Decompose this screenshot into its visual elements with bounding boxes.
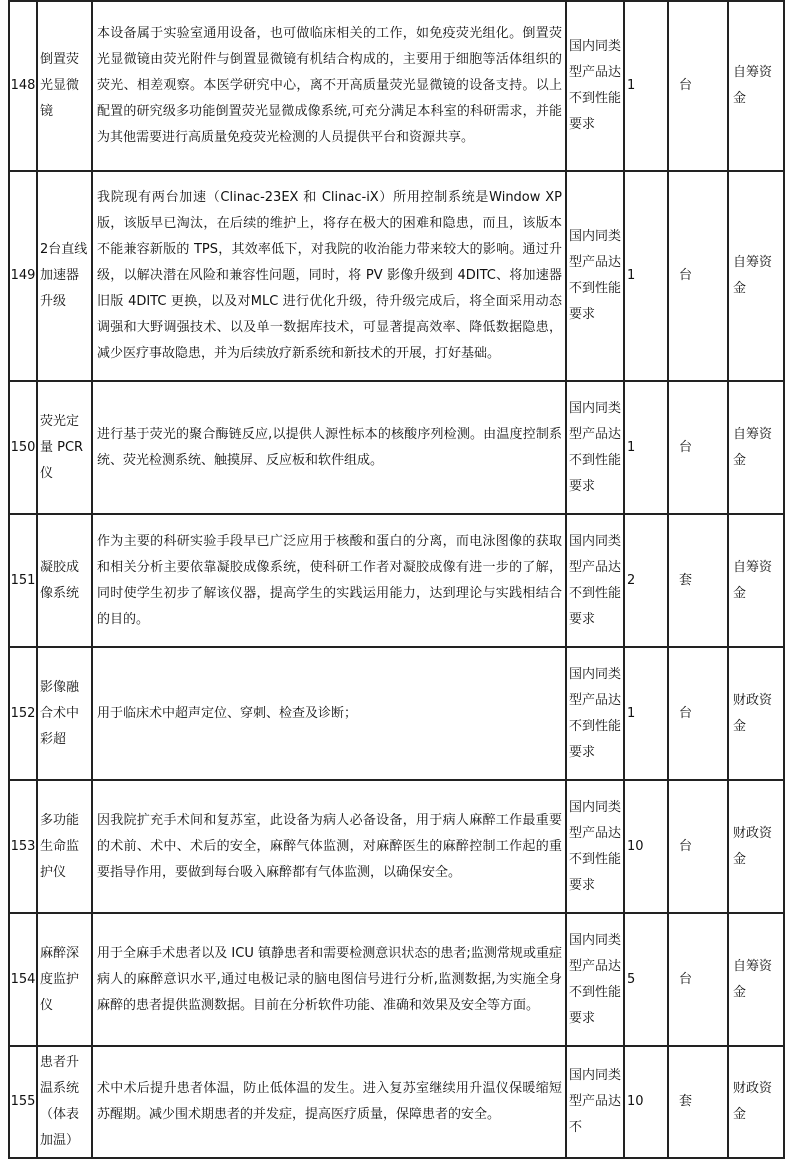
funding-source: 自筹资金 — [728, 381, 784, 514]
equipment-name: 患者升温系统（体表加温） — [37, 1046, 92, 1158]
row-number: 148 — [9, 1, 37, 171]
unit: 台 — [668, 1, 728, 171]
table-row — [9, 514, 784, 647]
domestic-status: 国内同类型产品达不到性能要求 — [566, 171, 624, 381]
equipment-description: 因我院扩充手术间和复苏室，此设备为病人必备设备，用于病人麻醉工作最重要的术前、术中、术后的安全，麻醉气体监测，对麻醉医生的麻醉控制工作起的重要指导作用，要做到每台吸入麻醉都有气体监测，以确保安全。 — [92, 780, 566, 913]
table-row — [9, 647, 784, 780]
equipment-description: 本设备属于实验室通用设备，也可做临床相关的工作，如免疫荧光组化。倒置荧光显微镜由荧光附件与倒置显微镜有机结合构成的，主要用于细胞等活体组织的荧光、相差观察。本医学研究中心，离不开高质量荧光显微镜的设备支持。以上配置的研究级多功能倒置荧光显微成像系统,可充分满足本科室的科研需求，并能为其他需要进行高质量免疫荧光检测的人员提供平台和资源共享。 — [92, 1, 566, 171]
quantity: 10 — [624, 1046, 668, 1158]
equipment-description: 用于全麻手术患者以及 ICU 镇静患者和需要检测意识状态的患者;监测常规或重症病人的麻醉意识水平,通过电极记录的脑电图信号进行分析,监测数据,为实施全身麻醉的患者提供监测数据。目前在分析软件功能、准确和效果及安全等方面。 — [92, 913, 566, 1046]
funding-source: 财政资金 — [728, 647, 784, 780]
table-row — [9, 1046, 784, 1158]
row-number: 152 — [9, 647, 37, 780]
domestic-status: 国内同类型产品达不到性能要求 — [566, 1, 624, 171]
funding-source: 财政资金 — [728, 780, 784, 913]
equipment-name: 影像融合术中彩超 — [37, 647, 92, 780]
row-number: 155 — [9, 1046, 37, 1158]
unit: 台 — [668, 381, 728, 514]
quantity: 5 — [624, 913, 668, 1046]
row-number: 153 — [9, 780, 37, 913]
domestic-status: 国内同类型产品达不到性能要求 — [566, 647, 624, 780]
funding-source: 自筹资金 — [728, 913, 784, 1046]
unit: 台 — [668, 171, 728, 381]
row-number: 154 — [9, 913, 37, 1046]
unit: 台 — [668, 913, 728, 1046]
equipment-name: 荧光定量 PCR 仪 — [37, 381, 92, 514]
table-row — [9, 780, 784, 913]
quantity: 10 — [624, 780, 668, 913]
row-number: 149 — [9, 171, 37, 381]
equipment-description: 我院现有两台加速（Clinac-23EX 和 Clinac-iX）所用控制系统是Window XP 版，该版早已淘汰，在后续的维护上，将存在极大的困难和隐患，而且，该版本不能兼容新版的 TPS，其效率低下，对我院的收治能力带来较大的影响。通过升级，以解决潜在风险和兼容性问题，同时，将 PV 影像升级到 4DITC、将加速器旧版 4DITC 更换，以及对MLC 进行优化升级，待升级完成后，将全面采用动态调强和大野调强技术、以及单一数据库技术，可显著提高效率、降低数据隐患，减少医疗事故隐患，并为后续放疗新系统和新技术的开展，打好基础。 — [92, 171, 566, 381]
quantity: 1 — [624, 647, 668, 780]
equipment-name: 麻醉深度监护仪 — [37, 913, 92, 1046]
quantity: 2 — [624, 514, 668, 647]
domestic-status: 国内同类型产品达不 — [566, 1046, 624, 1158]
domestic-status: 国内同类型产品达不到性能要求 — [566, 913, 624, 1046]
equipment-name: 2台直线加速器升级 — [37, 171, 92, 381]
funding-source: 自筹资金 — [728, 1, 784, 171]
equipment-description: 术中术后提升患者体温，防止低体温的发生。进入复苏室继续用升温仪保暖缩短苏醒期。减少围术期患者的并发症，提高医疗质量，保障患者的安全。 — [92, 1046, 566, 1158]
equipment-name: 倒置荧光显微镜 — [37, 1, 92, 171]
equipment-description: 用于临床术中超声定位、穿刺、检查及诊断； — [92, 647, 566, 780]
unit: 套 — [668, 514, 728, 647]
unit: 套 — [668, 1046, 728, 1158]
row-number: 151 — [9, 514, 37, 647]
quantity: 1 — [624, 171, 668, 381]
equipment-description: 作为主要的科研实验手段早已广泛应用于核酸和蛋白的分离，而电泳图像的获取和相关分析主要依靠凝胶成像系统，使科研工作者对凝胶成像有进一步的了解，同时使学生初步了解该仪器，提高学生的实践运用能力，达到理论与实践相结合的目的。 — [92, 514, 566, 647]
table-row — [9, 1, 784, 171]
funding-source: 自筹资金 — [728, 171, 784, 381]
table-row — [9, 171, 784, 381]
funding-source: 财政资金 — [728, 1046, 784, 1158]
quantity: 1 — [624, 1, 668, 171]
domestic-status: 国内同类型产品达不到性能要求 — [566, 780, 624, 913]
table-row — [9, 381, 784, 514]
table-row — [9, 913, 784, 1046]
domestic-status: 国内同类型产品达不到性能要求 — [566, 381, 624, 514]
equipment-name: 凝胶成像系统 — [37, 514, 92, 647]
funding-source: 自筹资金 — [728, 514, 784, 647]
unit: 台 — [668, 647, 728, 780]
domestic-status: 国内同类型产品达不到性能要求 — [566, 514, 624, 647]
equipment-name: 多功能生命监护仪 — [37, 780, 92, 913]
row-number: 150 — [9, 381, 37, 514]
equipment-description: 进行基于荧光的聚合酶链反应,以提供人源性标本的核酸序列检测。由温度控制系统、荧光检测系统、触摸屏、反应板和软件组成。 — [92, 381, 566, 514]
procurement-table — [8, 0, 785, 1159]
unit: 台 — [668, 780, 728, 913]
quantity: 1 — [624, 381, 668, 514]
